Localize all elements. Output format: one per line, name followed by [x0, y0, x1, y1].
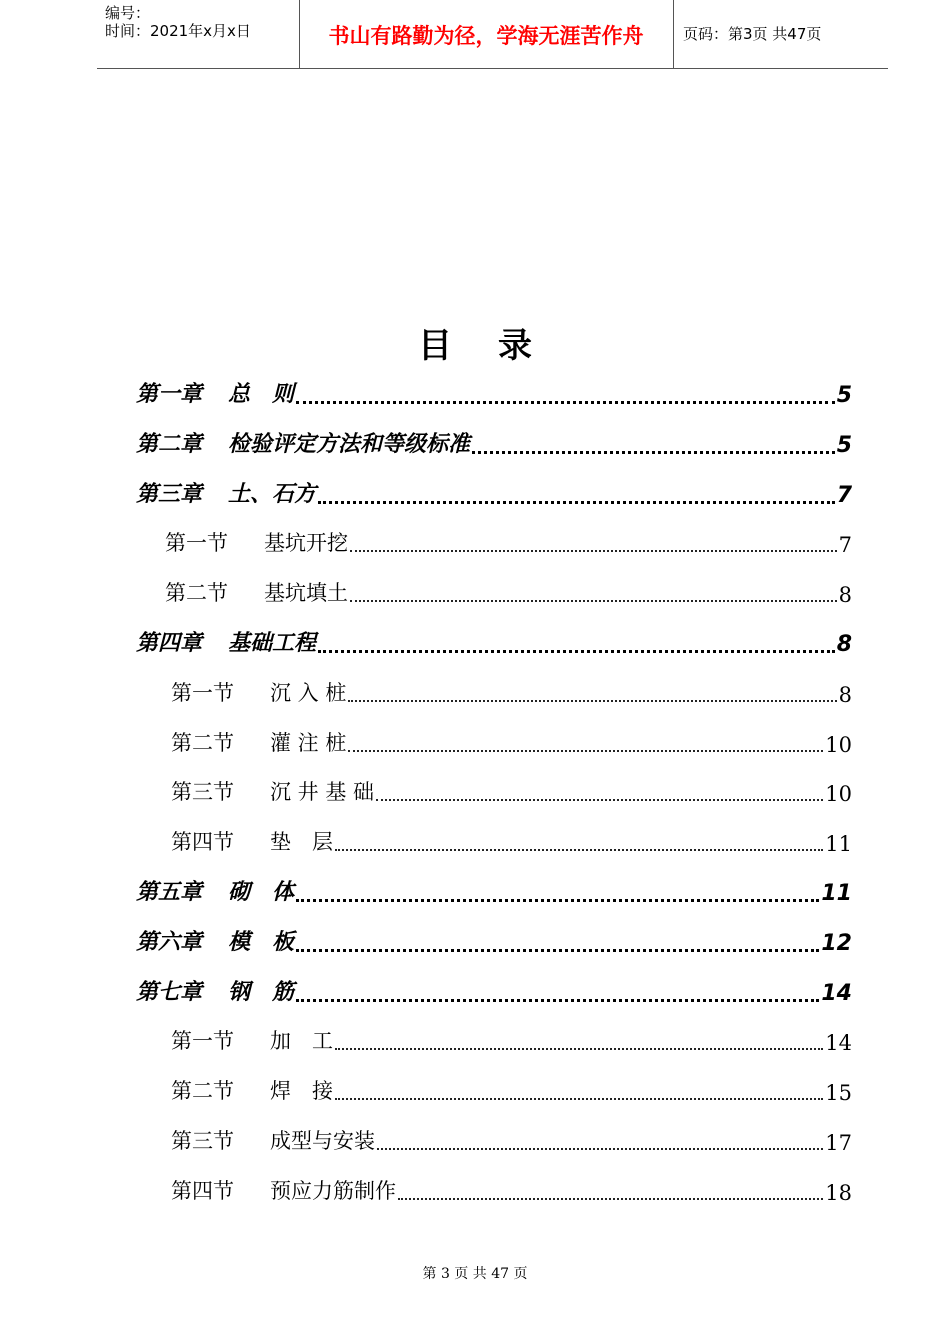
toc-leader-dots	[348, 730, 823, 752]
header-motto-cell	[299, 0, 674, 68]
header-page-label: 页码：第3页 共47页	[683, 25, 822, 43]
page-footer: 第 3 页 共 47 页	[422, 1266, 528, 1282]
header-page-cell	[673, 0, 888, 68]
toc-entry-number: 第二节	[165, 581, 228, 606]
toc-section-row[interactable]	[171, 667, 852, 707]
toc-chapter-row[interactable]	[136, 368, 852, 408]
toc-page-number: 11	[821, 881, 852, 906]
toc-page-number: 18	[825, 1180, 852, 1205]
toc-page-number: 17	[825, 1131, 852, 1155]
toc-leader-dots	[348, 680, 836, 702]
toc-entry-number: 第二节	[171, 1079, 234, 1104]
toc-entry-title: 焊 接	[270, 1079, 333, 1104]
toc-page-number: 10	[825, 782, 852, 807]
toc-leader-dots	[335, 829, 823, 851]
toc-entry-title: 沉 井 基 础	[270, 780, 375, 805]
toc-entry-number: 第三节	[171, 1129, 234, 1153]
toc-entry-title: 砌 体	[228, 880, 295, 905]
toc-leader-dots	[318, 630, 835, 653]
toc-entry-title: 土、石方	[228, 481, 317, 507]
toc-leader-dots	[296, 381, 835, 404]
toc-leader-dots	[472, 431, 835, 454]
toc-section-row[interactable]	[171, 766, 852, 806]
toc-entry-title: 总 则	[228, 382, 295, 407]
toc-entry-number: 第三节	[171, 780, 234, 805]
toc-section-row[interactable]	[171, 1165, 852, 1205]
toc-entry-title: 灌 注 桩	[270, 730, 347, 755]
toc-page-number: 10	[825, 732, 852, 757]
toc-leader-dots	[296, 879, 819, 902]
toc-chapter-row[interactable]	[136, 418, 852, 458]
toc-page-number: 8	[838, 583, 852, 608]
toc-leader-dots	[335, 1028, 823, 1050]
toc-leader-dots	[376, 779, 823, 801]
toc-entry-number: 第一节	[165, 531, 228, 556]
page-title: 目录	[418, 326, 578, 366]
toc-entry-title: 基础工程	[228, 631, 317, 656]
toc-page-number: 14	[821, 980, 852, 1006]
toc-leader-dots	[398, 1178, 823, 1200]
toc-page-number: 15	[825, 1081, 852, 1106]
time-label: 时间：2021年x月x日	[105, 22, 251, 40]
code-label: 编号：	[105, 4, 151, 22]
toc-leader-dots	[296, 929, 819, 952]
toc-leader-dots	[296, 979, 819, 1002]
toc-entry-title: 沉 入 桩	[270, 680, 347, 705]
toc-page-number: 7	[836, 482, 852, 508]
toc-section-row[interactable]	[171, 717, 852, 757]
toc-leader-dots	[377, 1128, 823, 1150]
toc-page-number: 7	[838, 533, 852, 558]
toc-entry-title: 模 板	[228, 929, 295, 955]
toc-entry-title: 钢 筋	[228, 979, 295, 1005]
toc-page-number: 5	[836, 383, 852, 408]
toc-entry-number: 第七章	[136, 979, 203, 1005]
toc-entry-number: 第一节	[171, 1029, 234, 1054]
toc-chapter-row[interactable]	[136, 468, 852, 508]
toc-page-number: 14	[825, 1031, 852, 1056]
toc-section-row[interactable]	[171, 1065, 852, 1105]
toc-entry-number: 第四节	[171, 1178, 234, 1203]
toc-page-number: 12	[821, 930, 852, 956]
toc-entry-number: 第四节	[171, 830, 234, 855]
toc-chapter-row[interactable]	[136, 966, 852, 1006]
header-meta-cell	[97, 0, 300, 68]
toc-entry-title: 垫 层	[270, 830, 333, 855]
toc-leader-dots	[335, 1078, 823, 1100]
toc-leader-dots	[350, 580, 837, 602]
toc-section-row[interactable]	[171, 1015, 852, 1055]
toc-entry-title: 加 工	[270, 1029, 333, 1054]
toc-leader-dots	[350, 530, 837, 552]
toc-entry-title: 基坑填土	[264, 581, 348, 606]
toc-entry-number: 第四章	[136, 631, 203, 656]
toc-entry-title: 基坑开挖	[264, 531, 348, 556]
toc-entry-number: 第六章	[136, 929, 203, 955]
toc-section-row[interactable]	[171, 1115, 852, 1155]
toc-entry-number: 第二节	[171, 730, 234, 755]
toc-chapter-row[interactable]	[136, 916, 852, 956]
toc-leader-dots	[318, 481, 835, 504]
toc-section-row[interactable]	[171, 816, 852, 856]
toc-entry-number: 第一章	[136, 382, 203, 407]
toc-page-number: 8	[838, 682, 852, 707]
toc-section-row[interactable]	[165, 567, 852, 607]
toc-page-number: 8	[836, 632, 852, 657]
toc-entry-number: 第一节	[171, 680, 234, 705]
toc-entry-title: 检验评定方法和等级标准	[228, 431, 471, 457]
toc-entry-number: 第五章	[136, 880, 203, 905]
motto: 书山有路勤为径，学海无涯苦作舟	[328, 24, 644, 48]
toc-page-number: 11	[825, 832, 852, 857]
toc-chapter-row[interactable]	[136, 617, 852, 657]
toc-entry-title: 成型与安装	[270, 1129, 375, 1153]
toc-entry-title: 预应力筋制作	[270, 1178, 396, 1203]
toc-section-row[interactable]	[165, 517, 852, 557]
page-header	[97, 0, 888, 69]
toc-entry-number: 第二章	[136, 431, 203, 457]
toc-page-number: 5	[836, 432, 852, 458]
toc-entry-number: 第三章	[136, 481, 203, 507]
toc-chapter-row[interactable]	[136, 866, 852, 906]
